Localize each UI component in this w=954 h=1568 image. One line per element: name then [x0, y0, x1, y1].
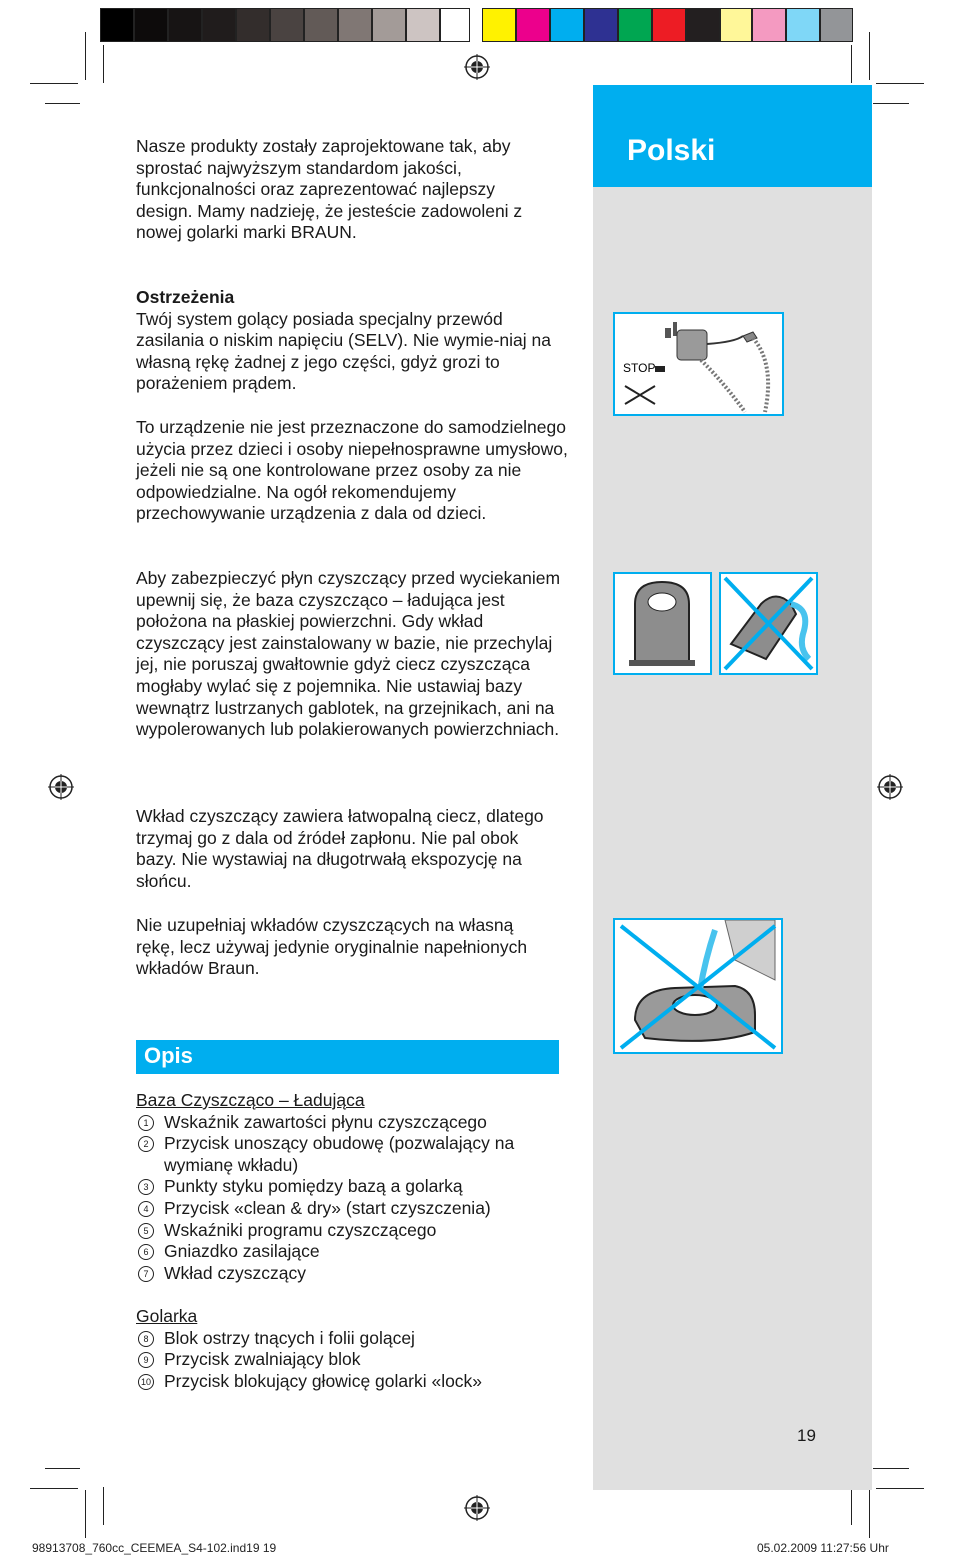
intro-paragraph [136, 136, 556, 244]
list-item [136, 1112, 566, 1134]
registration-mark-left [48, 774, 74, 800]
warning-flat-surface-text: Aby zabezpieczyć płyn czyszczący przed wyciekaniem upewnij się, że baza czyszcząco – ładująca jest położona na płaskiej powierzchni. Gdy wkład czyszczący jest zainstalowany w bazie, nie przechylaj jej, nie poruszaj gwałtownie gdyż ciecz czyszcząca mogłaby wylać się z pojemnika. Nie ustawiaj bazy wewnątrz lustrzanych gablotek, na grzejnikach, ani na wypolerowanych lub polakierowanych powierzchniach. [136, 568, 561, 740]
page-number: 19 [797, 1426, 816, 1445]
base-parts-list [136, 1090, 566, 1284]
base-heading: Baza Czyszcząco – Ładująca [136, 1090, 365, 1110]
power-cord-illustration [613, 312, 784, 416]
language-title: Polski [627, 134, 716, 167]
item-text: Przycisk unoszący obudowę (pozwalający na wymianę wkładu) [164, 1133, 515, 1175]
opis-header-bar [136, 1040, 559, 1074]
registration-mark-top [464, 54, 490, 80]
intro-text: Nasze produkty zostały zaprojektowane tak, aby sprostać najwyższym standardom jakości, funkcjonalności oraz zaprezentować najlepszy design. Mamy nadzieję, że jesteście zadowoleni z nowej golarki marki BRAUN. [136, 136, 523, 243]
footer-timestamp: 05.02.2009 11:27:56 Uhr [757, 1541, 889, 1555]
warning-flat-surface [136, 568, 561, 741]
item-number: 4 [138, 1201, 154, 1217]
warning-flammable-text: Wkład czyszczący zawiera łatwopalną ciecz, dlatego trzymaj go z dala od źródeł zapłonu. Nie pal obok bazy. Nie wystawiaj na długotrwałą ekspozycję na słońcu. [136, 806, 544, 891]
list-item [136, 1328, 566, 1350]
item-number: 2 [138, 1136, 154, 1152]
footer-file-info: 98913708_760cc_CEEMEA_S4-102.ind19 19 [32, 1541, 277, 1555]
item-text: Blok ostrzy tnących i folii golącej [164, 1327, 415, 1348]
side-panel [593, 85, 872, 1490]
list-item [136, 1263, 566, 1285]
warning-children-text: To urządzenie nie jest przeznaczone do samodzielnego użycia przez dzieci i osoby niepełnosprawne umysłowo, jeżeli nie są one kontrolowane przez osoby za nie odpowiedzialne. Na ogół rekomendujemy przechowywanie urządzenia z dala od dzieci. [136, 417, 568, 524]
base-upright-illustration [613, 572, 712, 675]
warning-selv: Twój system golący posiada specjalny przewód zasilania o niskim napięciu (SELV). Nie wymie-niaj na własną rękę żadnej z jego części, gdyż grozi to porażeniem prądem. [136, 308, 551, 394]
list-item [136, 1220, 566, 1242]
base-tilted-crossed-illustration [719, 572, 818, 675]
item-number: 5 [138, 1223, 154, 1239]
item-number: 3 [138, 1179, 154, 1195]
warning-refill [136, 915, 536, 980]
registration-mark-bottom [464, 1495, 490, 1521]
item-text: Przycisk blokujący głowicę golarki «lock» [164, 1370, 483, 1391]
list-item [136, 1241, 566, 1263]
item-text: Wskaźnik zawartości płynu czyszczącego [164, 1111, 487, 1132]
shaver-heading: Golarka [136, 1306, 198, 1326]
item-number: 9 [138, 1352, 154, 1368]
warnings-section [136, 287, 566, 395]
item-text: Punkty styku pomiędzy bazą a golarką [164, 1176, 463, 1197]
item-text: Wkład czyszczący [164, 1262, 306, 1283]
stop-label: STOP [623, 361, 656, 375]
item-text: Przycisk zwalniający blok [164, 1349, 361, 1370]
list-item [136, 1133, 566, 1176]
list-item [136, 1198, 566, 1220]
shaver-parts-list [136, 1306, 566, 1392]
warnings-heading: Ostrzeżenia [136, 287, 235, 307]
item-number: 7 [138, 1266, 154, 1282]
item-number: 1 [138, 1115, 154, 1131]
list-item [136, 1371, 566, 1393]
registration-mark-right [877, 774, 903, 800]
warning-refill-text: Nie uzupełniaj wkładów czyszczących na własną rękę, lecz używaj jedynie oryginalnie napełnionych wkładów Braun. [136, 915, 528, 979]
refill-crossed-illustration [613, 918, 783, 1054]
item-number: 6 [138, 1244, 154, 1260]
item-number: 10 [138, 1374, 154, 1390]
list-item [136, 1349, 566, 1371]
list-item [136, 1176, 566, 1198]
item-text: Przycisk «clean & dry» (start czyszczenia) [164, 1197, 491, 1218]
item-number: 8 [138, 1331, 154, 1347]
item-text: Gniazdko zasilające [164, 1241, 320, 1262]
warning-flammable [136, 806, 561, 892]
warning-children [136, 417, 576, 525]
item-text: Wskaźniki programu czyszczącego [164, 1219, 437, 1240]
opis-title: Opis [144, 1043, 193, 1068]
